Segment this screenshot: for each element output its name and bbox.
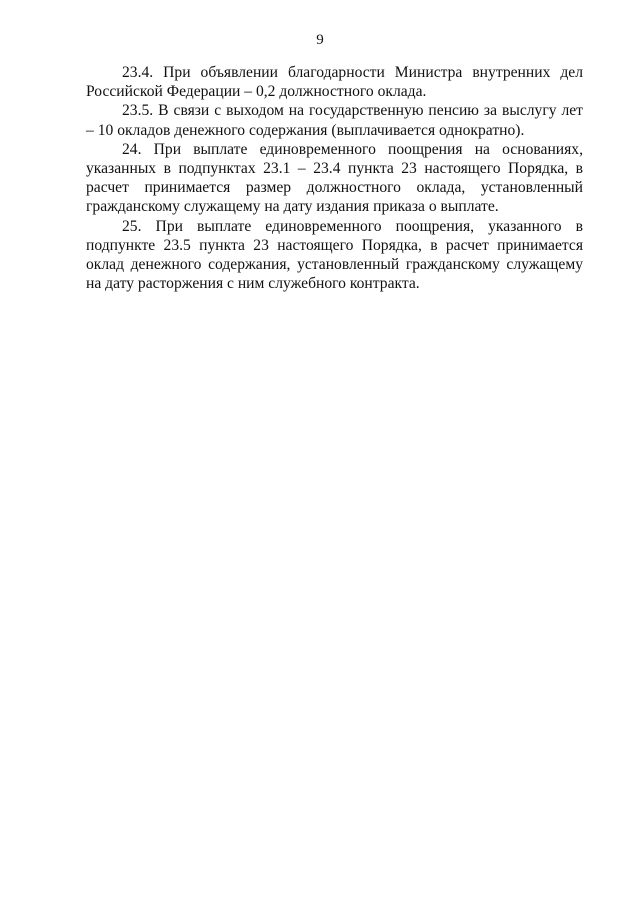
paragraph-23-5: 23.5. В связи с выходом на государственную пенсию за выслугу лет – 10 окладов денежного содержания (выплачивается однократно). (86, 102, 583, 139)
page-number: 9 (316, 32, 324, 48)
paragraph-25: 25. При выплате единовременного поощрения, указанного в подпункте 23.5 пункта 23 настоящего Порядка, в расчет принимается оклад денежного содержания, установленный гражданскому служащему на дату расторжения с ним служебного контракта. (86, 217, 583, 293)
document-body (86, 63, 583, 293)
paragraph-24: 24. При выплате единовременного поощрения на основаниях, указанных в подпунктах 23.1 – 23.4 пункта 23 настоящего Порядка, в расчет принимается размер должностного оклада, установленный гражданскому служащему на дату издания приказа о выплате. (86, 140, 583, 216)
paragraph-23-4: 23.4. При объявлении благодарности Министра внутренних дел Российской Федерации – 0,2 должностного оклада. (86, 64, 583, 101)
